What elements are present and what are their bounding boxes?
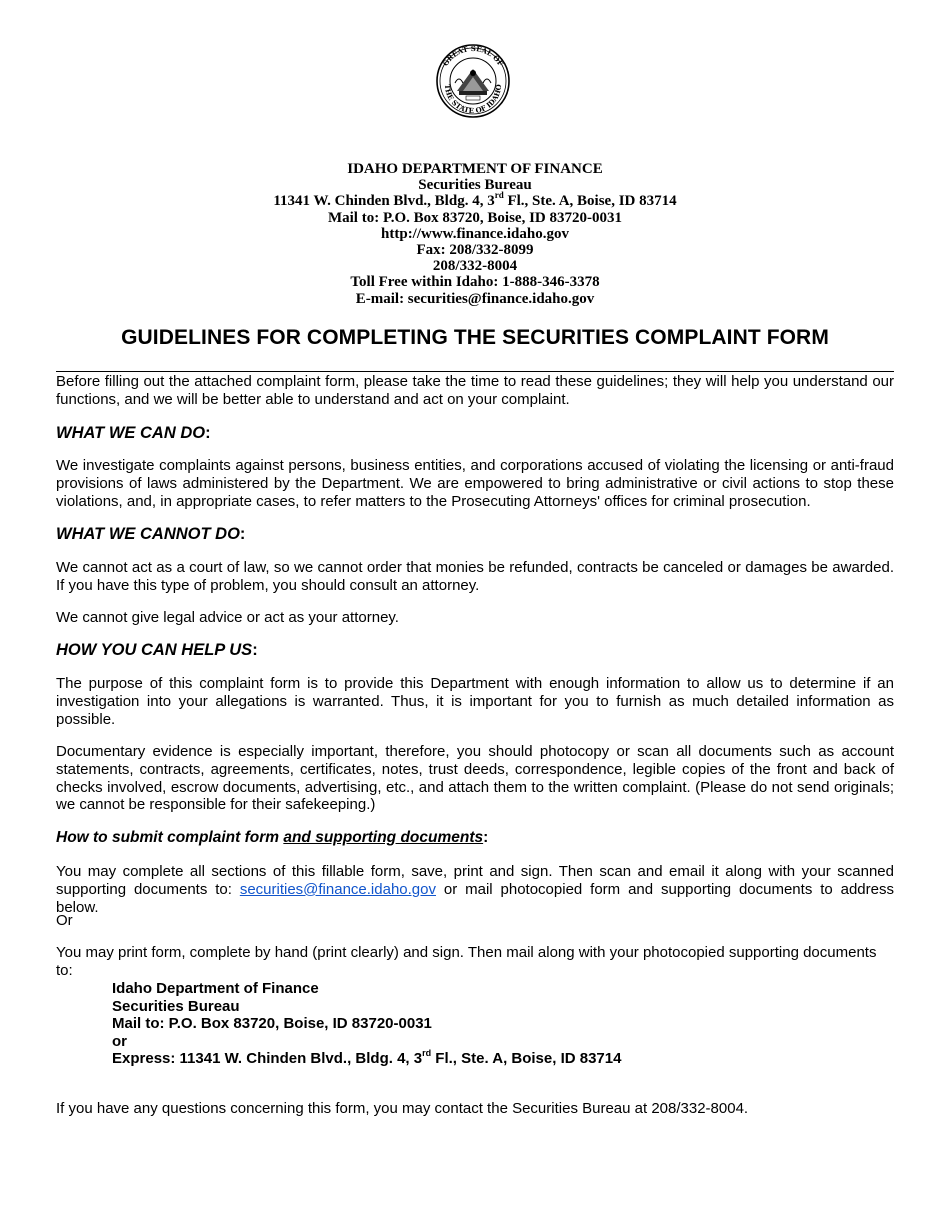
mail-address: Mail to: P.O. Box 83720, Boise, ID 83720-0031 <box>327 209 623 226</box>
phone-number: 208/332-8004 <box>432 258 518 275</box>
seal-icon <box>433 43 513 119</box>
addr-org: Idaho Department of Finance <box>112 980 319 997</box>
help-us-heading: HOW YOU CAN HELP US: <box>56 641 258 659</box>
page-title: GUIDELINES FOR COMPLETING THE SECURITIES COMPLAINT FORM <box>121 326 829 349</box>
submit-mail-text: You may print form, complete by hand (print clearly) and sign. Then mail along with your photocopied supporting documents to: <box>56 944 877 979</box>
svg-text:GREAT SEAL OF: GREAT SEAL OF <box>440 43 506 68</box>
intro-text: Before filling out the attached complaint form, please take the time to read these guidelines; they will help you understand our functions, and we will be better able to understand and act on your complaint. <box>56 373 894 408</box>
can-do-text: We investigate complaints against persons, business entities, and corporations accused of violating the licensing or anti-fraud provisions of laws administered by the Department. We are empowered to bring administrative or civil actions to stop these violations, and, in appropriate cases, to refer matters to the Prosecuting Attorneys' offices for criminal prosecution. <box>56 457 894 510</box>
addr-mail: Mail to: P.O. Box 83720, Boise, ID 83720-0031 <box>112 1015 432 1032</box>
state-seal <box>433 43 513 119</box>
fax-number: Fax: 208/332-8099 <box>416 242 534 259</box>
org-name: IDAHO DEPARTMENT OF FINANCE <box>347 161 603 177</box>
toll-free-number: Toll Free within Idaho: 1-888-346-3378 <box>350 274 600 291</box>
cannot-do-heading: WHAT WE CANNOT DO: <box>56 525 246 543</box>
submit-email-text: You may complete all sections of this fillable form, save, print and sign. Then scan and email it along with your scanned supporting documents to: securities@finance.idaho.gov or mail photocopied form and supporting documents to address below. <box>56 863 894 916</box>
addr-or: or <box>112 1032 127 1050</box>
mailing-address-block <box>112 980 621 1068</box>
letterhead <box>0 161 950 307</box>
or-text: Or <box>56 912 73 929</box>
email-address: E-mail: securities@finance.idaho.gov <box>355 290 595 307</box>
can-do-heading: WHAT WE CAN DO: <box>56 424 211 442</box>
submit-heading: How to submit complaint form and supporting documents: <box>56 829 489 846</box>
no-legal-advice-text: We cannot give legal advice or act as your attorney. <box>56 609 399 626</box>
footer-contact-text: If you have any questions concerning this form, you may contact the Securities Bureau at 208/332-8004. <box>56 1100 749 1117</box>
addr-express: Express: 11341 W. Chinden Blvd., Bldg. 4, 3rd Fl., Ste. A, Boise, ID 83714 <box>112 1048 622 1067</box>
title-divider <box>56 371 894 372</box>
website: http://www.finance.idaho.gov <box>381 225 569 242</box>
addr-bureau: Securities Bureau <box>112 997 240 1015</box>
svg-text:THE STATE OF IDAHO: THE STATE OF IDAHO <box>442 83 504 116</box>
cannot-do-text: We cannot act as a court of law, so we cannot order that monies be refunded, contracts be canceled or damages be awarded. If you have this type of problem, you should consult an attorney. <box>56 559 894 594</box>
help-us-purpose-text: The purpose of this complaint form is to provide this Department with enough information to allow us to determine if an investigation into your allegations is warranted. Thus, it is important for you to furnish as much detailed information as possible. <box>56 675 894 728</box>
bureau-name: Securities Bureau <box>418 177 532 194</box>
email-link[interactable]: securities@finance.idaho.gov <box>239 880 436 898</box>
help-us-evidence-text: Documentary evidence is especially important, therefore, you should photocopy or scan all documents such as account statements, contracts, agreements, certificates, notes, trust deeds, correspondence, legible copies of the front and back of checks involved, escrow documents, advertising, etc., and attach them to the written complaint. (Please do not send originals; we cannot be responsible for their safekeeping.) <box>56 743 894 814</box>
street-address: 11341 W. Chinden Blvd., Bldg. 4, 3rd Fl., Ste. A, Boise, ID 83714 <box>273 190 677 210</box>
